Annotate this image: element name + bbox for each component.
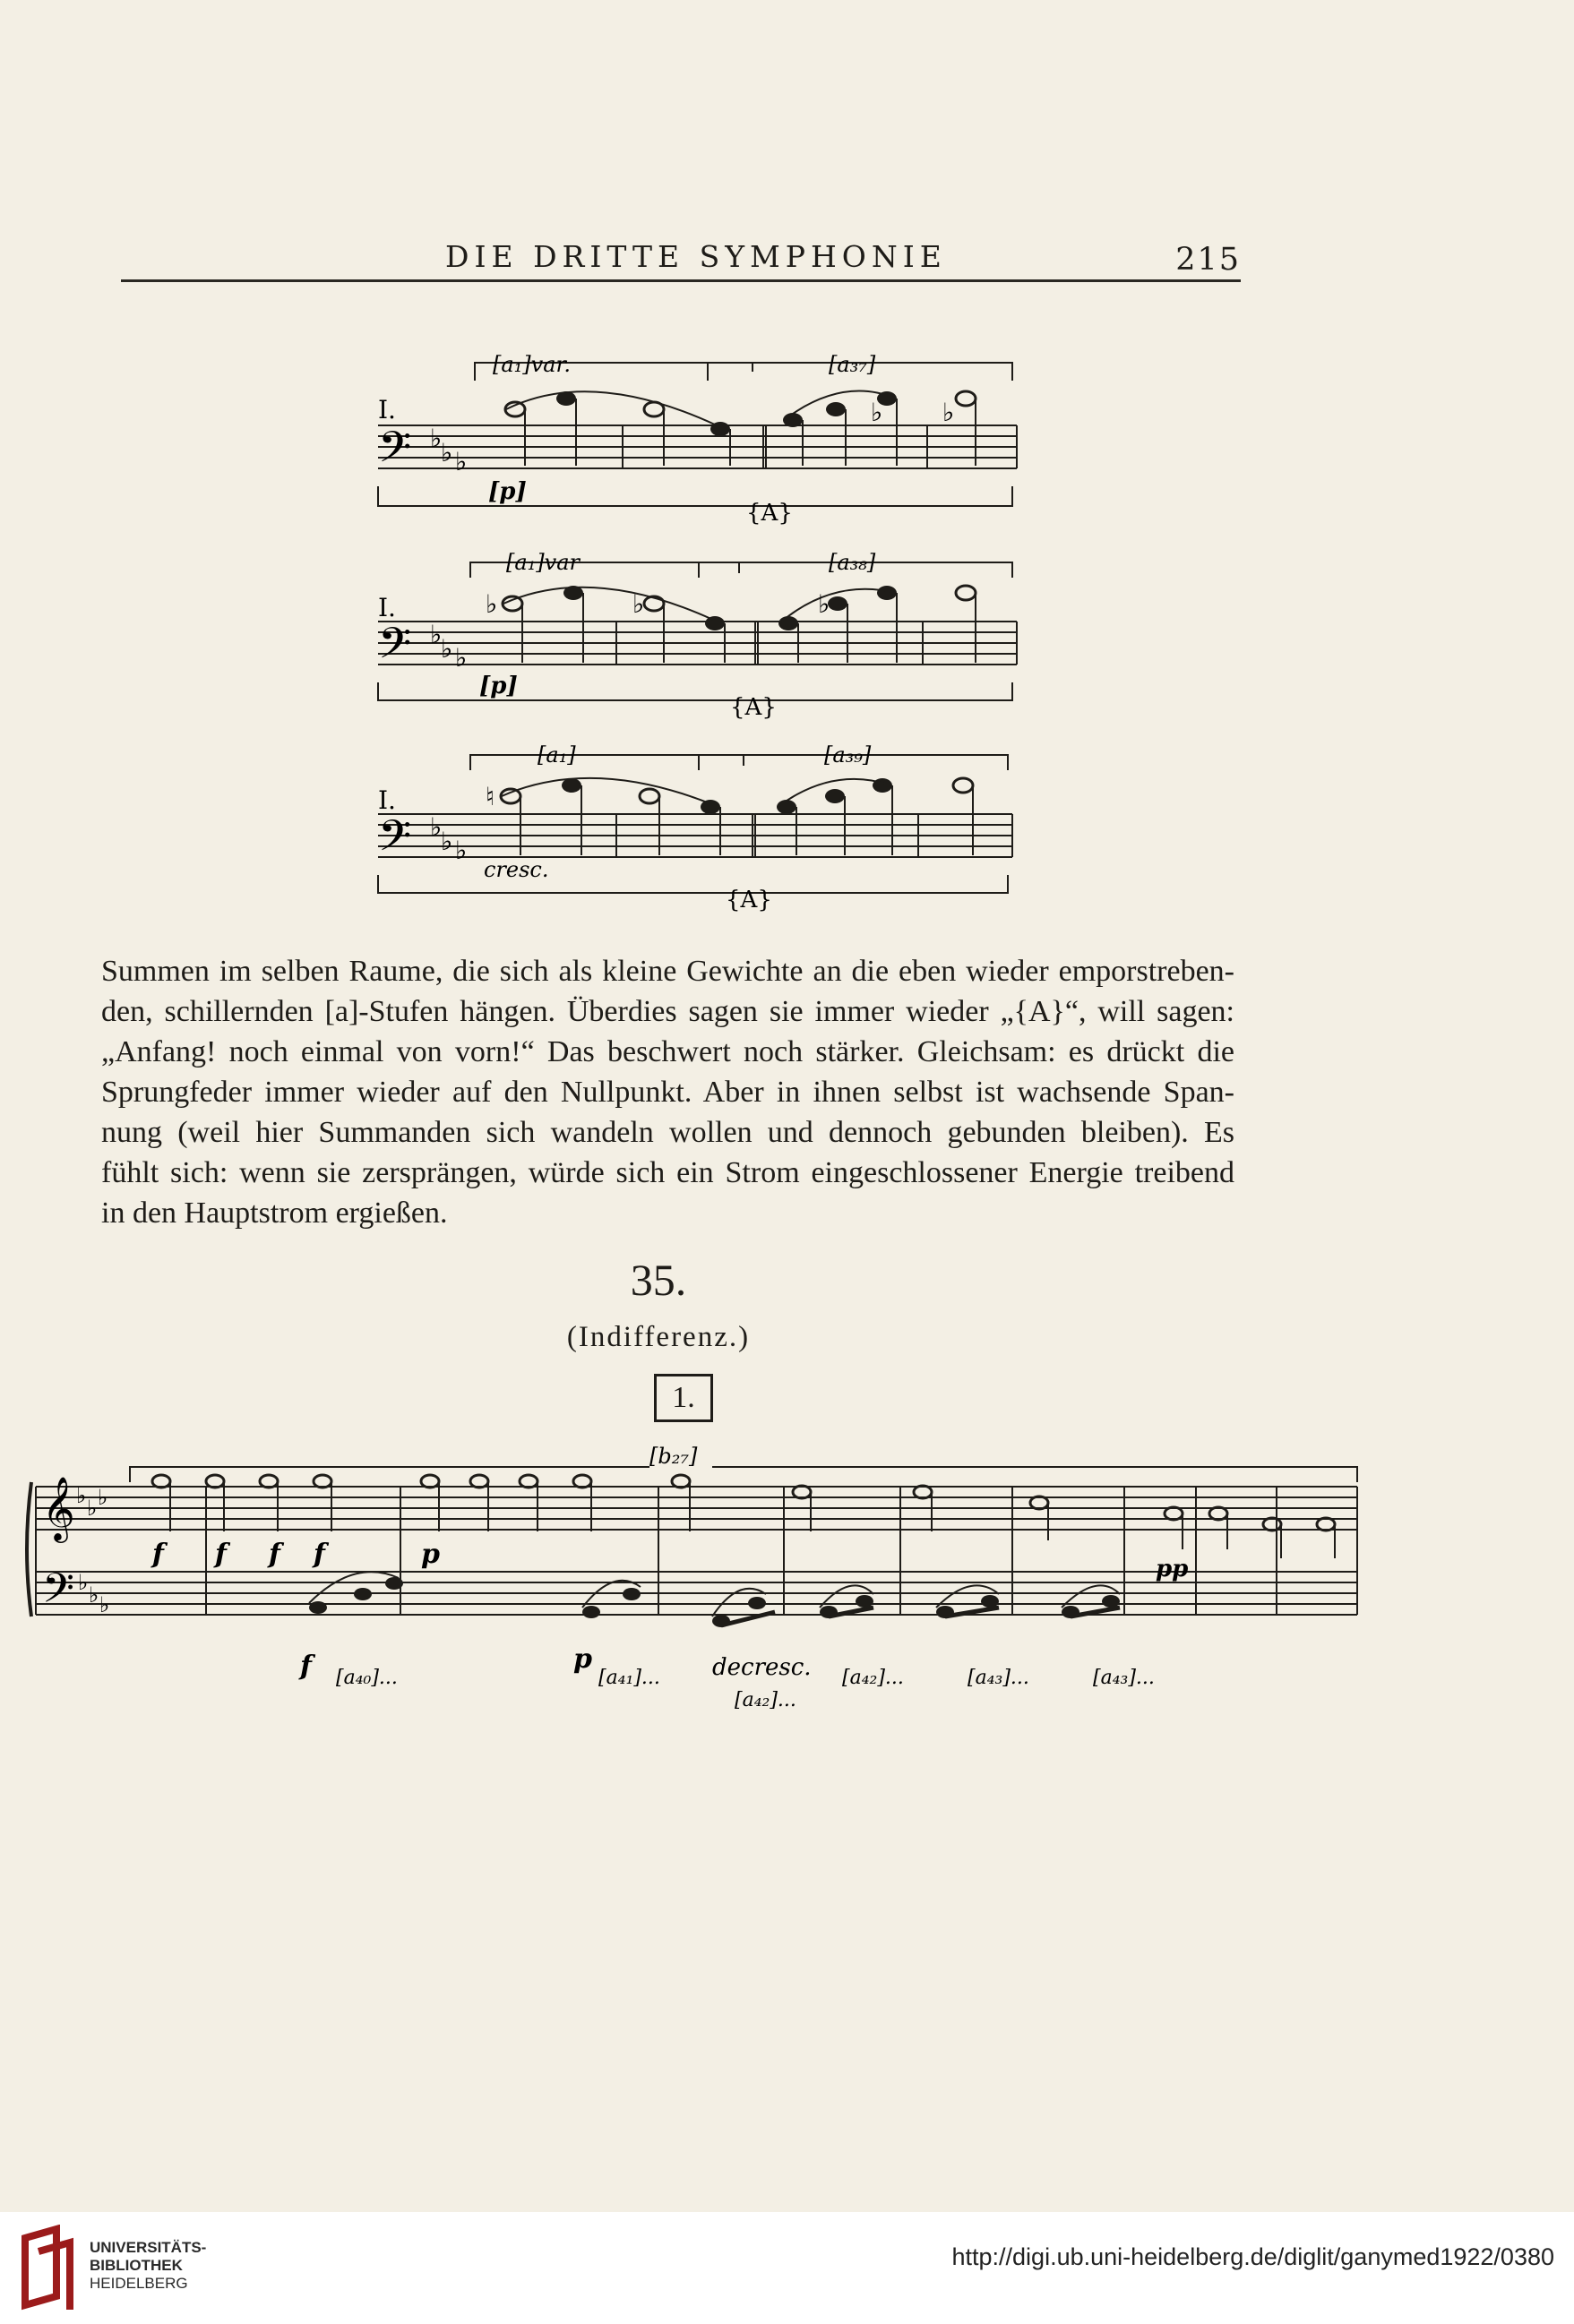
music-score-system [22, 1433, 1366, 1719]
music-example-3 [358, 730, 1030, 918]
section-subtitle: (Indifferenz.) [566, 1321, 751, 1353]
svg-text:♭: ♭ [430, 812, 443, 842]
top-bracket-label: [b₂₇] [649, 1444, 698, 1469]
brace-label: {A} [746, 500, 793, 527]
bracket-label-left: [a₁]var. [493, 352, 571, 377]
brace-label: {A} [726, 887, 772, 913]
text-line: nung (weil hier Summanden sich wandeln wollen und dennoch gebunden bleiben). Es [101, 1116, 1234, 1149]
motif-label: [a₄₃]... [1093, 1667, 1155, 1689]
svg-text:♭: ♭ [455, 643, 468, 673]
text-line: Sprungfeder immer wieder auf den Nullpunkt. Aber in ihnen selbst ist wachsende Span- [101, 1076, 1234, 1109]
source-url-link[interactable]: http://digi.ub.uni-heidelberg.de/diglit/ganymed1922/0380 [951, 2243, 1554, 2270]
svg-text:♭: ♭ [455, 836, 468, 865]
svg-text:♭: ♭ [455, 447, 468, 476]
motif-label: [a₄₂]... [842, 1667, 904, 1689]
bracket-label-right: [a₃₈] [829, 550, 876, 575]
svg-text:♭: ♭ [441, 438, 453, 467]
svg-text:𝄞: 𝄞 [42, 1475, 75, 1540]
dynamic-marking: [p] [479, 673, 518, 699]
dynamic-f-bass: f [300, 1651, 312, 1682]
svg-text:♭: ♭ [486, 589, 498, 619]
text-line: in den Hauptstrom ergießen. [101, 1196, 448, 1230]
part-label: I. [378, 593, 396, 622]
dynamic-f: f [215, 1539, 227, 1570]
bracket-label-left: [a₁]var [506, 550, 580, 575]
svg-text:♭: ♭ [98, 1485, 108, 1510]
svg-text:♭: ♭ [76, 1483, 87, 1508]
dynamic-f: f [269, 1539, 280, 1570]
svg-text:♭: ♭ [441, 827, 453, 856]
dynamic-marking: cresc. [484, 857, 549, 882]
svg-text:𝄢: 𝄢 [378, 810, 412, 871]
part-label: I. [378, 395, 396, 424]
motif-label: [a₄₃]... [968, 1667, 1029, 1689]
svg-text:♭: ♭ [430, 424, 443, 453]
motif-label: [a₄₀]... [336, 1667, 398, 1689]
dynamic-p: p [421, 1539, 440, 1570]
svg-text:♭: ♭ [871, 398, 883, 427]
text-line: „Anfang! noch einmal von vorn!“ Das beschwert noch stärker. Gleichsam: es drückt die [101, 1035, 1234, 1068]
svg-text:♭: ♭ [430, 620, 443, 649]
bracket-label-left: [a₁] [538, 742, 576, 768]
svg-text:♭: ♭ [87, 1496, 98, 1521]
dynamic-f: f [314, 1539, 325, 1570]
motif-label-below: [a₄₂]... [735, 1689, 796, 1711]
dynamic-p-bass: p [573, 1643, 592, 1675]
bracket-label-right: [a₃₇] [829, 352, 876, 377]
text-line: fühlt sich: wenn sie zersprängen, würde sich ein Strom eingeschlossener Energie treibend [101, 1156, 1234, 1189]
expression-decresc: decresc. [712, 1654, 812, 1681]
body-paragraph [101, 951, 1234, 1233]
dynamic-marking: [p] [488, 478, 527, 505]
bracket-label-right: [a₃₉] [824, 742, 872, 768]
dynamic-pp: pp [1156, 1556, 1189, 1582]
svg-text:♭: ♭ [632, 589, 645, 619]
text-line: den, schillernden [a]-Stufen hängen. Überdies sagen sie immer wieder „{A}“, will sagen: [101, 995, 1234, 1028]
boxed-label: 1. [654, 1374, 713, 1422]
text-line: Summen im selben Raume, die sich als kleine Gewichte an die eben wieder emporstreben- [101, 955, 1234, 988]
motif-label: [a₄₁]... [598, 1667, 660, 1689]
page-number: 215 [1175, 242, 1241, 278]
svg-text:♭: ♭ [89, 1582, 99, 1608]
music-example-2 [358, 537, 1030, 725]
page-header [121, 235, 1241, 282]
svg-text:𝄢: 𝄢 [378, 422, 412, 483]
svg-text:♭: ♭ [78, 1570, 89, 1595]
svg-text:♭: ♭ [942, 398, 955, 427]
section-number: 35. [630, 1255, 687, 1305]
library-name: UNIVERSITÄTS- BIBLIOTHEK HEIDELBERG [90, 2239, 207, 2292]
dynamic-f: f [152, 1539, 164, 1570]
part-label: I. [378, 785, 396, 815]
svg-text:♮: ♮ [486, 782, 495, 811]
library-logo-icon [16, 2225, 79, 2314]
svg-text:𝄢: 𝄢 [378, 618, 412, 679]
svg-text:♭: ♭ [818, 589, 830, 619]
svg-text:𝄢: 𝄢 [42, 1565, 75, 1623]
brace-label: {A} [730, 694, 777, 721]
svg-text:♭: ♭ [441, 634, 453, 664]
music-example-1 [358, 336, 1030, 533]
running-title: DIE DRITTE SYMPHONIE [445, 239, 947, 274]
svg-text:♭: ♭ [99, 1592, 110, 1617]
